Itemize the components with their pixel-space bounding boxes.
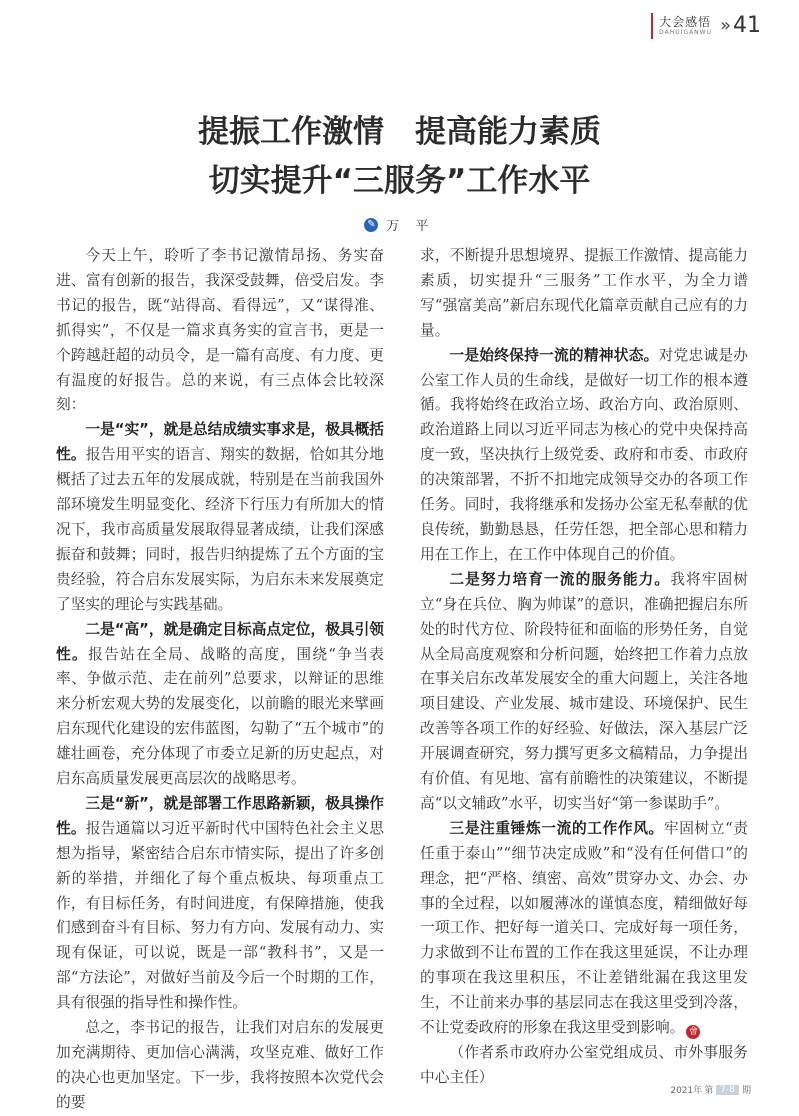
commitment-heading: 一是始终保持一流的精神状态。: [449, 346, 659, 364]
point-heading: 二是“高”，就是确定目标高点定位，极具引领性。: [56, 620, 384, 663]
commitment-body: 牢固树立“责任重于泰山”“细节决定成败”和“没有任何借口”的理念，把“严格、缜密、高效”贯穿办文、办会、办事的全过程，以如履薄冰的谨慎态度，精细做好每一项工作、把好每一道关口、完成好每一项任务，力求做到不让布置的工作在我这里延误，不让办理的事项在我这里积压，不让差错纰漏在我这里发生，不让前来办事的基层同志在我这里受到冷落，不让党委政府的形象在我这里受到影响。: [420, 819, 748, 1037]
author-note: （作者系市政府办公室党组成员、市外事服务中心主任）: [420, 1044, 748, 1086]
point-body: 报告用平实的语言、翔实的数据，恰如其分地概括了过去五年的发展成就，特别是在当前我国外部环境发生明显变化、经济下行压力有所加大的情况下，我市高质量发展取得显著成绩，让我们深感振奋和鼓舞；同时，报告归纳提炼了五个方面的宝贵经验，符合启东发展实际，为启东未来发展奠定了坚实的理论与实践基础。: [56, 446, 384, 613]
paragraph-intro: 今天上午，聆听了李书记激情昂扬、务实奋进、富有创新的报告，我深受鼓舞，倍受启发。李书记的报告，既“站得高、看得远”，又“谋得准、抓得实”，不仅是一篇求真务实的宣言书，更是一个跨越赶超的动员令，是一篇有高度、有力度、更有温度的好报告。总的来说，有三点体会比较深刻：: [56, 247, 384, 414]
commitment-heading: 二是努力培育一流的服务能力。: [449, 570, 671, 588]
double-chevron-icon: »: [719, 15, 731, 36]
commitment-heading: 三是注重锤炼一流的工作作风。: [449, 819, 664, 837]
article-title-line-1: 提振工作激情 提高能力素质: [198, 114, 601, 150]
point-heading: 一是“实”，就是总结成绩实事求是，极具概括性。: [56, 421, 384, 464]
paragraph-commitment-service: [420, 568, 748, 817]
paragraph-summary: 总之，李书记的报告，让我们对启东的发展更加充满期待、更加信心满满，攻坚克难、做好工作的决心也更加坚定。下一步，我将按照本次党代会的要: [56, 1019, 384, 1111]
commitment-body: 对党忠诚是办公室工作人员的生命线，是做好一切工作的根本遵循。我将始终在政治立场、政治方向、政治原则、政治道路上同以习近平同志为核心的党中央保持高度一致，坚决执行上级党委、政府和市委、市政府的决策部署，不折不扣地完成领导交办的各项工作任务。同时，我将继承和发扬办公室无私奉献的优良传统，勤勤恳恳，任劳任怨，把全部心思和精力用在工作上，在工作中体现自己的价值。: [420, 346, 748, 563]
article-title-line-2: 切实提升“三服务”工作水平: [208, 163, 591, 199]
issue-number: 7-8: [716, 1085, 739, 1095]
point-body: 报告站在全局、战略的高度，围绕“争当表率、争做示范、走在前列”总要求，以辩证的思维来分析宏观大势的发展变化，以前瞻的眼光来擘画启东现代化建设的宏伟蓝图，勾勒了“五个城市”的雄壮画卷，充分体现了市委立足新的历史起点，对启东高质量发展更高层次的战略思考。: [56, 645, 384, 788]
page-footer: [670, 1083, 751, 1096]
footer-year: 2021年: [670, 1086, 703, 1096]
left-text-column: [56, 244, 384, 1116]
point-heading: 三是“新”，就是部署工作思路新颖，极具操作性。: [56, 794, 384, 837]
paragraph-commitment-spirit: [420, 344, 748, 568]
point-body: 报告通篇以习近平新时代中国特色社会主义思想为指导，紧密结合启东市情实际，提出了许多创新的举措，并细化了每个重点板块、每项重点工作，有目标任务，有时间进度，有保障措施，使我们感到奋斗有目标、努力有方向、发展有动力、实现有保证，可以说，既是一部“教科书”，又是一部“方法论”，对做好当前及今后一个时期的工作，具有很强的指导性和操作性。: [56, 819, 384, 1012]
footer-qi: 期: [741, 1086, 751, 1096]
pen-icon: ✎: [364, 218, 378, 232]
paragraph-summary-continued: 求，不断提升思想境界、提振工作激情、提高能力素质，切实提升“三服务”工作水平，为全力谱写“强富美高”新启东现代化篇章贡献自己应有的力量。: [420, 247, 748, 339]
column-name: 大会感悟: [659, 15, 712, 29]
column-pinyin: DAHUIGANWU: [659, 29, 712, 36]
header-accent-bar: [651, 13, 653, 39]
paragraph-point-gao: [56, 618, 384, 792]
author-byline: [0, 215, 799, 234]
page-number: 41: [733, 13, 761, 38]
footer-di: 第: [704, 1086, 714, 1096]
right-text-column: [420, 244, 748, 1091]
paragraph-point-xin: [56, 792, 384, 1016]
commitment-body: 我将牢固树立“身在兵位、胸为帅谋”的意识，准确把握启东所处的时代方位、阶段特征和面临的形势任务，自觉从全局高度观察和分析问题，始终把工作着力点放在事关启东改革发展安全的重大问题上，关注各地项目建设、产业发展、城市建设、环境保护、民生改善等各项工作的好经验、好做法，深入基层广泛开展调查研究，努力撰写更多文稿精品，力争提出有价值、有见地、富有前瞻性的决策建议，不断提高“以文辅政”水平，切实当好“第一参谋助手”。: [420, 570, 748, 812]
end-seal-icon: 會: [686, 1025, 700, 1039]
paragraph-point-shi: [56, 418, 384, 617]
column-label: [659, 15, 712, 37]
paragraph-commitment-style: [420, 817, 748, 1041]
author-name: 万 平: [386, 219, 435, 234]
page-header: [651, 12, 761, 40]
